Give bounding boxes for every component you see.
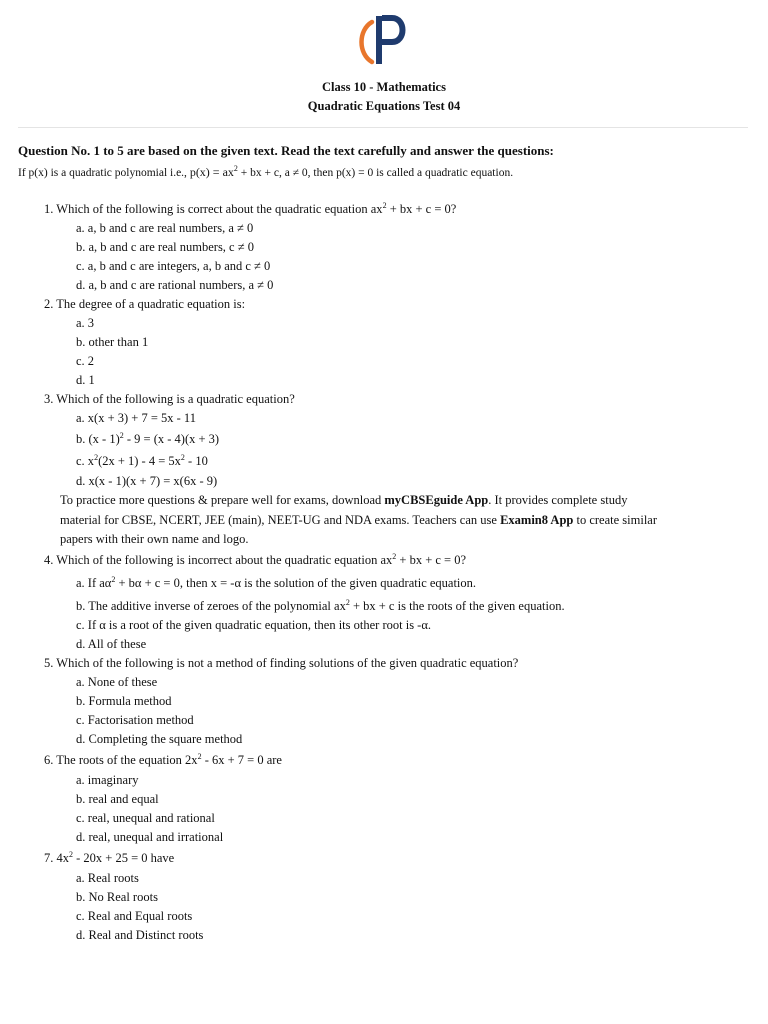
q2-option-b: b. other than 1 bbox=[76, 335, 149, 349]
header-divider bbox=[18, 127, 748, 128]
q2-option-d: d. 1 bbox=[76, 373, 95, 387]
promo-line-3: papers with their own name and logo. bbox=[60, 532, 249, 546]
q3-option-b: b. (x - 1)$^2$ - 9 = (x - 4)(x + 3) bbox=[76, 430, 220, 446]
q4-option-d: d. All of these bbox=[76, 637, 147, 651]
promo-line-1: To practice more questions & prepare well for exams, download myCBSEguide App. It provides complete study bbox=[60, 493, 628, 507]
q6-option-a: a. imaginary bbox=[76, 773, 139, 787]
q3-option-d: d. x(x - 1)(x + 7) = x(6x - 9) bbox=[76, 474, 218, 488]
instructions: Question No. 1 to 5 are based on the given text. Read the text carefully and answer the questions: bbox=[18, 143, 554, 158]
q3-option-a: a. x(x + 3) + 7 = 5x - 11 bbox=[76, 411, 196, 425]
question-7: 7. $4x^2 - 20x + 25 = 0$ have bbox=[44, 849, 175, 865]
app-name: myCBSEguide App bbox=[384, 493, 489, 507]
subject-title: Class 10 - Mathematics bbox=[322, 80, 446, 94]
question-2: 2. The degree of a quadratic equation is: bbox=[44, 297, 246, 311]
q2-option-c: c. 2 bbox=[76, 354, 95, 368]
q4-option-b: b. The additive inverse of zeroes of the polynomial $ax^2$ + bx + c is the roots of the given equation. bbox=[76, 597, 565, 613]
logo-p-stem bbox=[376, 16, 382, 64]
logo-c-arc bbox=[362, 22, 373, 62]
q5-option-c: c. Factorisation method bbox=[76, 713, 194, 727]
test-title: Quadratic Equations Test 04 bbox=[307, 99, 461, 113]
q4-option-c: c. If α is a root of the given quadratic equation, then its other root is -α. bbox=[76, 618, 432, 632]
q3-option-c: c. $x^2(2x + 1) - 4 = 5x^2 - 10$ bbox=[76, 452, 208, 468]
q1-option-c: c. a, b and c are integers, a, b and c ≠ 0 bbox=[76, 259, 271, 273]
intro-text: If p(x) is a quadratic polynomial i.e., $p(x) = ax^2$ + bx + c, a ≠ 0, then p(x) = 0 is called a quadratic equation. bbox=[18, 164, 514, 179]
question-6: 6. The roots of the equation $2x^2 - 6x + 7 = 0$ are bbox=[44, 751, 282, 767]
q4-option-a: a. If $a\alpha^2 + b\alpha + c = 0$, then x = -α is the solution of the given quadratic equation. bbox=[76, 574, 477, 590]
q1-option-b: b. a, b and c are real numbers, c ≠ 0 bbox=[76, 240, 254, 254]
question-4: 4. Which of the following is incorrect about the quadratic equation $ax^2$ + bx + c = 0? bbox=[44, 551, 467, 567]
q5-option-d: d. Completing the square method bbox=[76, 732, 243, 746]
question-5: 5. Which of the following is not a method of finding solutions of the given quadratic equation? bbox=[44, 656, 519, 670]
q1-option-d: d. a, b and c are rational numbers, a ≠ 0 bbox=[76, 278, 274, 292]
q2-option-a: a. 3 bbox=[76, 316, 95, 330]
question-3: 3. Which of the following is a quadratic equation? bbox=[44, 392, 295, 406]
q6-option-b: b. real and equal bbox=[76, 792, 159, 806]
q5-option-a: a. None of these bbox=[76, 675, 158, 689]
q7-option-d: d. Real and Distinct roots bbox=[76, 928, 204, 942]
q1-option-a: a. a, b and c are real numbers, a ≠ 0 bbox=[76, 221, 254, 235]
question-1: 1. Which of the following is correct about the quadratic equation $ax^2$ + bx + c = 0? bbox=[44, 200, 457, 216]
q5-option-b: b. Formula method bbox=[76, 694, 172, 708]
q7-option-a: a. Real roots bbox=[76, 871, 139, 885]
q6-option-d: d. real, unequal and irrational bbox=[76, 830, 224, 844]
q7-option-c: c. Real and Equal roots bbox=[76, 909, 193, 923]
logo-p-bowl bbox=[382, 18, 403, 42]
promo-line-2: material for CBSE, NCERT, JEE (main), NEET-UG and NDA exams. Teachers can use Examin8 App to create similar bbox=[60, 513, 658, 527]
brand-logo bbox=[352, 12, 412, 68]
examin8-app-name: Examin8 App bbox=[500, 513, 574, 527]
q6-option-c: c. real, unequal and rational bbox=[76, 811, 215, 825]
q7-option-b: b. No Real roots bbox=[76, 890, 158, 904]
